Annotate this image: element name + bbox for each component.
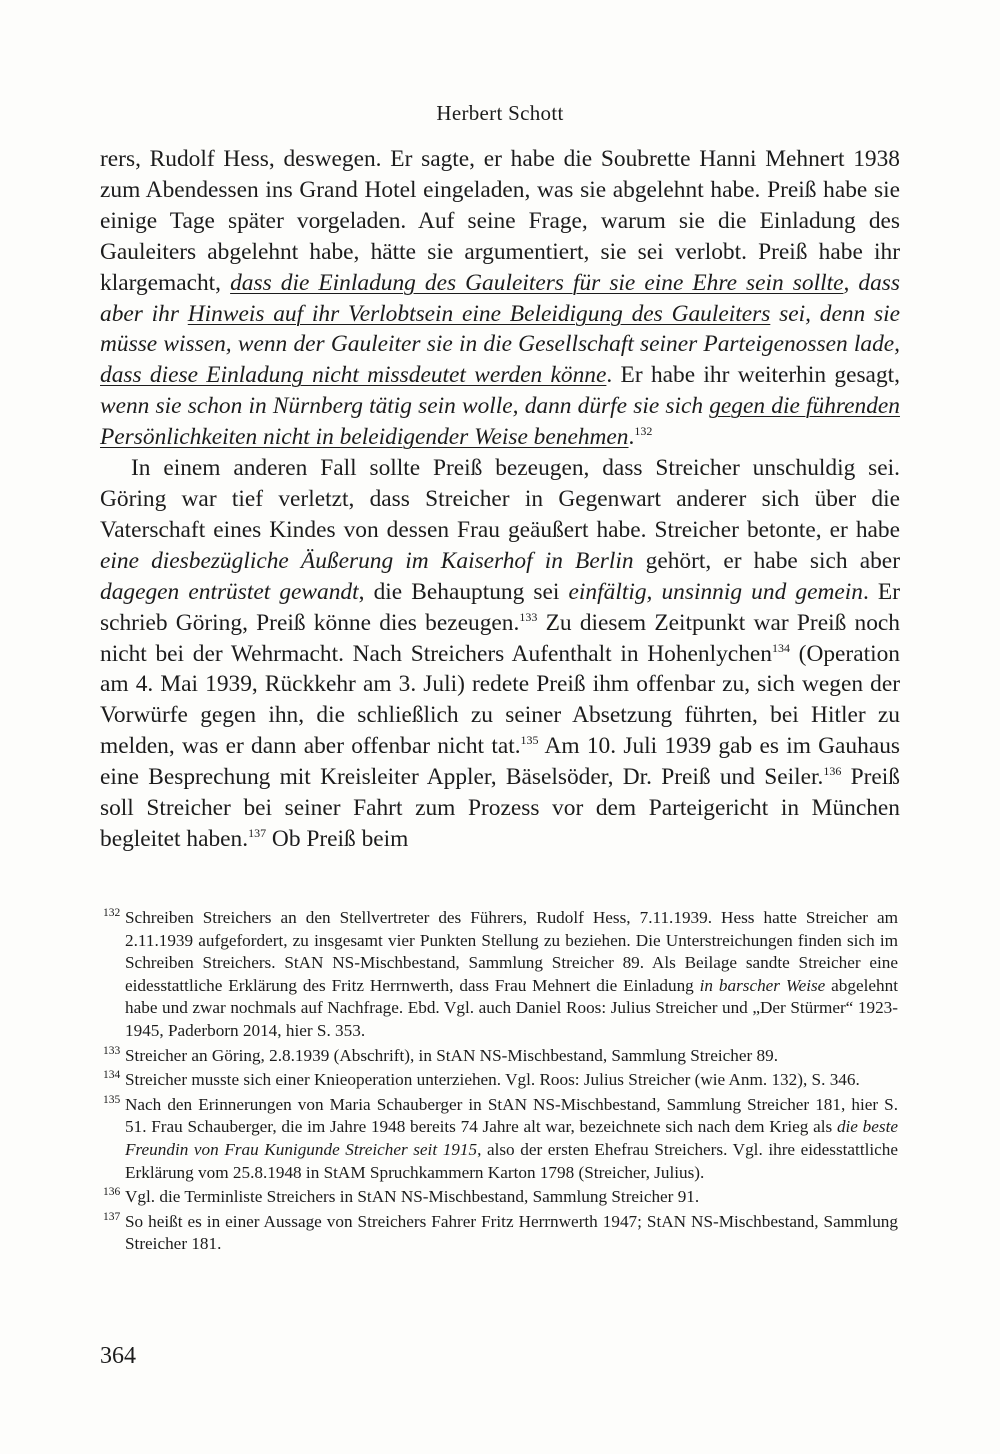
footnote-number: 135 bbox=[103, 1093, 121, 1106]
footnote-ref-135: 135 bbox=[520, 733, 539, 748]
footnote-135: 135 Nach den Erinnerungen von Maria Schauberger in StAN NS-Mischbestand, Sammlung Streicher 181, hier S. 51. Frau Schauberger, die im Jahre 1948 bereits 74 Jahre alt war, bezeichnete sich nach dem Krieg als die beste Freundin von Frau Kunigunde Streicher seit 1915, also der ersten Ehefrau Streichers. Vgl. ihre eidesstattliche Erklärung vom 25.8.1948 in StAM Spruchkammern Karton 1798 (Streicher, Julius). bbox=[103, 1094, 898, 1184]
footnote-134: 134 Streicher musste sich einer Knieoperation unterziehen. Vgl. Roos: Julius Streicher (wie Anm. 132), S. 346. bbox=[103, 1069, 898, 1092]
footnote-136: 136 Vgl. die Terminliste Streichers in StAN NS-Mischbestand, Sammlung Streicher 91. bbox=[103, 1186, 898, 1209]
footnote-number: 137 bbox=[103, 1210, 121, 1223]
footnote-ref-137: 137 bbox=[248, 825, 267, 840]
footnote-ref-134: 134 bbox=[771, 640, 790, 655]
footnote-number: 133 bbox=[103, 1044, 121, 1057]
footnote-137: 137 So heißt es in einer Aussage von Streichers Fahrer Fritz Herrnwerth 1947; StAN NS-Mischbestand, Sammlung Streicher 181. bbox=[103, 1211, 898, 1256]
footnote-ref-132: 132 bbox=[634, 424, 653, 439]
footnote-number: 132 bbox=[103, 907, 121, 919]
footnote-number: 136 bbox=[103, 1186, 121, 1199]
paragraph-1: rers, Rudolf Hess, deswegen. Er sagte, er habe die Soubrette Hanni Mehnert 1938 zum Abendessen ins Grand Hotel eingeladen, was sie abgelehnt habe. Preiß habe sie einige Tage später vorgeladen. Auf seine Frage, warum sie die Einladung des Gauleiters abgelehnt habe, hätte sie argumentiert, sie sei verlobt. Preiß habe ihr klargemacht, dass die Einladung des Gauleiters für sie eine Ehre sein sollte, dass aber ihr Hinweis auf ihr Verlobtsein eine Beleidigung des Gauleiters sei, denn sie müsse wissen, wenn der Gauleiter sie in die Gesellschaft seiner Parteigenossen lade, dass diese Einladung nicht missdeutet werden könne. Er habe ihr weiterhin gesagt, wenn sie schon in Nürnberg tätig sein wolle, dann dürfe sie sich gegen die führenden Persönlichkeiten nicht in beleidigender Weise benehmen.$^{132}$ bbox=[100, 146, 900, 451]
footnote-132: 132 Schreiben Streichers an den Stellvertreter des Führers, Rudolf Hess, 7.11.1939. Hess hatte Streicher am 2.11.1939 aufgefordert, zu insgesamt vier Punkten Stellung zu beziehen. Die Unterstreichungen finden sich im Schreiben Streichers. StAN NS-Mischbestand, Sammlung Streicher 89. Als Beilage sandte Streicher eine eidesstattliche Erklärung des Fritz Herrnwerth, dass Frau Mehnert die Einladung in barscher Weise abgelehnt habe und zwar nochmals auf Nachfrage. Ebd. Vgl. auch Daniel Roos: Julius Streicher und „Der Stürmer“ 1923-1945, Paderborn 2014, hier S. 353. bbox=[103, 907, 898, 1043]
page-number: 364 bbox=[100, 1343, 136, 1369]
footnotes bbox=[103, 907, 898, 1258]
footnote-number: 134 bbox=[103, 1069, 121, 1082]
footnote-ref-136: 136 bbox=[823, 764, 842, 779]
underlined-quote-1: dass die Einladung des Gauleiters für sie eine Ehre sein sollte bbox=[230, 269, 844, 296]
paragraph-2: In einem anderen Fall sollte Preiß bezeugen, dass Streicher unschuldig sei. Göring war tief verletzt, dass Streicher in Gegenwart anderer sich über die Vaterschaft eines Kindes von dessen Frau geäußert habe. Streicher betonte, er habe eine diesbezügliche Äußerung im Kaiserhof in Berlin gehört, er habe sich aber dagegen entrüstet gewandt, die Behauptung sei einfältig, unsinnig und gemein. Er schrieb Göring, Preiß könne dies bezeugen.$^{133}$ Zu diesem Zeitpunkt war Preiß noch nicht bei der Wehrmacht. Nach Streichers Aufenthalt in Hohenlychen$^{134}$ (Operation am 4. Mai 1939, Rückkehr am 3. Juli) redete Preiß ihm offenbar zu, sich wegen der Vorwürfe gegen ihn, die schließlich zu seiner Absetzung führten, bei Hitler zu melden, was er dann aber offenbar nicht tat.$^{135}$ Am 10. Juli 1939 gab es im Gauhaus eine Besprechung mit Kreisleiter Appler, Bäselsöder, Dr. Preiß und Seiler.$^{136}$ Preiß soll Streicher bei seiner Fahrt zum Prozess vor dem Parteigericht in München begleitet haben.$^{137}$ Ob Preiß beim bbox=[100, 455, 900, 852]
footnote-ref-133: 133 bbox=[519, 609, 538, 624]
main-text bbox=[100, 144, 900, 855]
underlined-quote-2: Hinweis auf ihr Verlobtsein eine Beleidigung des Gauleiters bbox=[187, 300, 771, 327]
running-head: Herbert Schott bbox=[436, 101, 564, 125]
underlined-quote-3: dass diese Einladung nicht missdeutet werden könne bbox=[100, 362, 607, 389]
footnote-133: 133 Streicher an Göring, 2.8.1939 (Abschrift), in StAN NS-Mischbestand, Sammlung Streicher 89. bbox=[103, 1045, 898, 1068]
underlined-quote-4: gegen die führenden Persönlichkeiten nicht in beleidigender Weise benehmen bbox=[100, 393, 900, 451]
